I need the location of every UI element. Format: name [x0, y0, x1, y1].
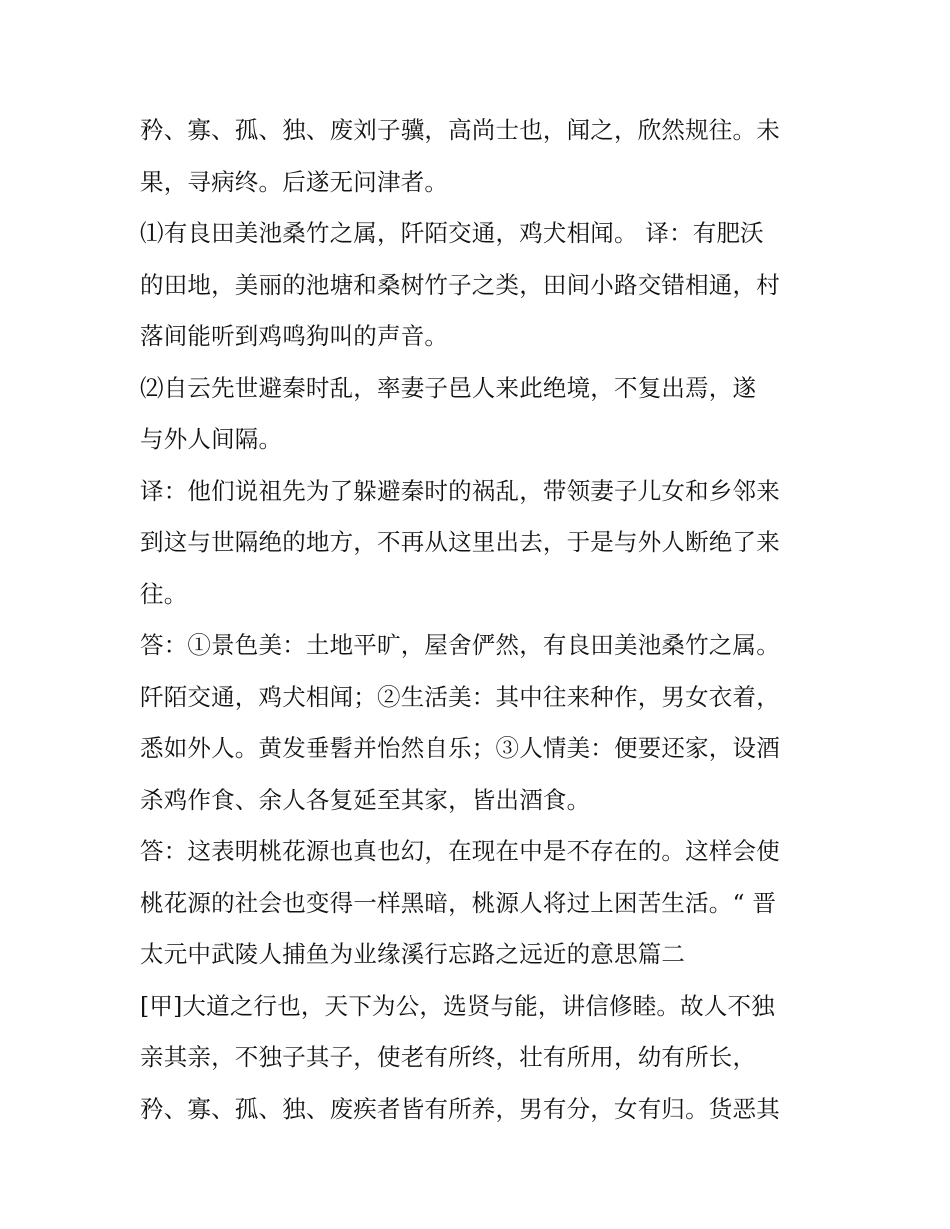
text-line: 往。	[140, 579, 188, 608]
text-line: 果，寻病终。后遂无问津者。	[140, 167, 449, 196]
text-line: 亲其亲，不独子其子，使老有所终，壮有所用，幼有所长，	[140, 1043, 757, 1071]
text-line: ⑴有良田美池桑竹之属，阡陌交通，鸡犬相闻。 译：有肥沃	[140, 219, 764, 247]
text-line: 杀鸡作食、余人各复延至其家，皆出酒食。	[140, 785, 591, 814]
text-line: 答：这表明桃花源也真也幻，在现在中是不存在的。这样会使	[140, 837, 780, 865]
document-body	[140, 105, 820, 1135]
text-line: 译：他们说祖先为了躲避秦时的祸乱，带领妻子儿女和乡邻来	[140, 476, 780, 505]
text-line: 与外人间隔。	[140, 425, 283, 453]
text-line: 矜、寡、孤、独、废疾者皆有所养，男有分，女有归。货恶其	[140, 1094, 780, 1123]
text-line: 落间能听到鸡鸣狗叫的声音。	[140, 322, 449, 350]
text-line: 答：①景色美：土地平旷，屋舍俨然，有良田美池桑竹之属。	[140, 631, 780, 659]
text-line: 到这与世隔绝的地方，不再从这里出去，于是与外人断绝了来	[140, 528, 780, 556]
text-line: 的田地，美丽的池塘和桑树竹子之类，田间小路交错相通，村	[140, 270, 780, 299]
text-line: [甲]大道之行也，天下为公，选贤与能，讲信修睦。故人不独	[140, 991, 775, 1020]
text-line: ⑵自云先世避秦时乱，率妻子邑人来此绝境，不复出焉，遂	[140, 373, 757, 402]
text-line: 悉如外人。黄发垂髫并怡然自乐；③人情美：便要还家，设酒	[140, 734, 780, 762]
text-line: 矜、寡、孤、独、废刘子骥，高尚士也，闻之，欣然规往。未	[140, 116, 780, 144]
text-line: 太元中武陵人捕鱼为业缘溪行忘路之远近的意思篇二	[140, 940, 686, 968]
text-line: 阡陌交通，鸡犬相闻；②生活美：其中往来种作，男女衣着，	[140, 682, 780, 711]
text-line: 桃花源的社会也变得一样黑暗，桃源人将过上困苦生活。“ 晋	[140, 888, 777, 917]
